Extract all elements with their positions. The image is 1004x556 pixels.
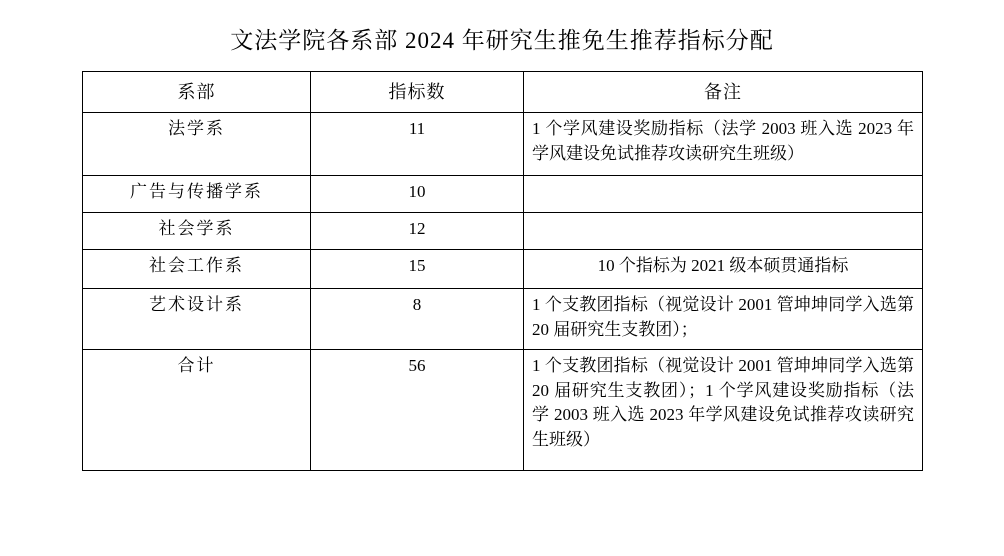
- cell-remarks: 1 个支教团指标（视觉设计 2001 管坤坤同学入选第 20 届研究生支教团）；: [524, 289, 923, 350]
- table-row: [83, 250, 923, 289]
- cell-department: 法学系: [83, 113, 311, 176]
- cell-department: 社会学系: [83, 213, 311, 250]
- column-header-quota: 指标数: [311, 72, 524, 113]
- table-row: [83, 176, 923, 213]
- table-header-row: [83, 72, 923, 113]
- cell-remarks: 1 个学风建设奖励指标（法学 2003 班入选 2023 年学风建设免试推荐攻读研究生班级）: [524, 113, 923, 176]
- cell-department: 艺术设计系: [83, 289, 311, 350]
- cell-department: 社会工作系: [83, 250, 311, 289]
- table-row-total: [83, 350, 923, 471]
- table-header: [83, 72, 923, 113]
- cell-remarks: 1 个支教团指标（视觉设计 2001 管坤坤同学入选第 20 届研究生支教团）；1 个学风建设奖励指标（法学 2003 班入选 2023 年学风建设免试推荐攻读研究生班级）: [524, 350, 923, 471]
- allocation-table-container: [82, 71, 922, 471]
- column-header-remarks: 备注: [524, 72, 923, 113]
- column-header-department: 系部: [83, 72, 311, 113]
- table-row: [83, 113, 923, 176]
- allocation-table: [82, 71, 923, 471]
- table-body: [83, 113, 923, 471]
- cell-department: 广告与传播学系: [83, 176, 311, 213]
- cell-quota: 10: [311, 176, 524, 213]
- table-row: [83, 213, 923, 250]
- cell-remarks: 10 个指标为 2021 级本硕贯通指标: [524, 250, 923, 289]
- cell-remarks: [524, 213, 923, 250]
- page-title: 文法学院各系部 2024 年研究生推免生推荐指标分配: [230, 28, 774, 53]
- cell-remarks: [524, 176, 923, 213]
- cell-department: 合计: [83, 350, 311, 471]
- cell-quota: 11: [311, 113, 524, 176]
- table-row: [83, 289, 923, 350]
- cell-quota: 12: [311, 213, 524, 250]
- cell-quota: 15: [311, 250, 524, 289]
- cell-quota: 56: [311, 350, 524, 471]
- cell-quota: 8: [311, 289, 524, 350]
